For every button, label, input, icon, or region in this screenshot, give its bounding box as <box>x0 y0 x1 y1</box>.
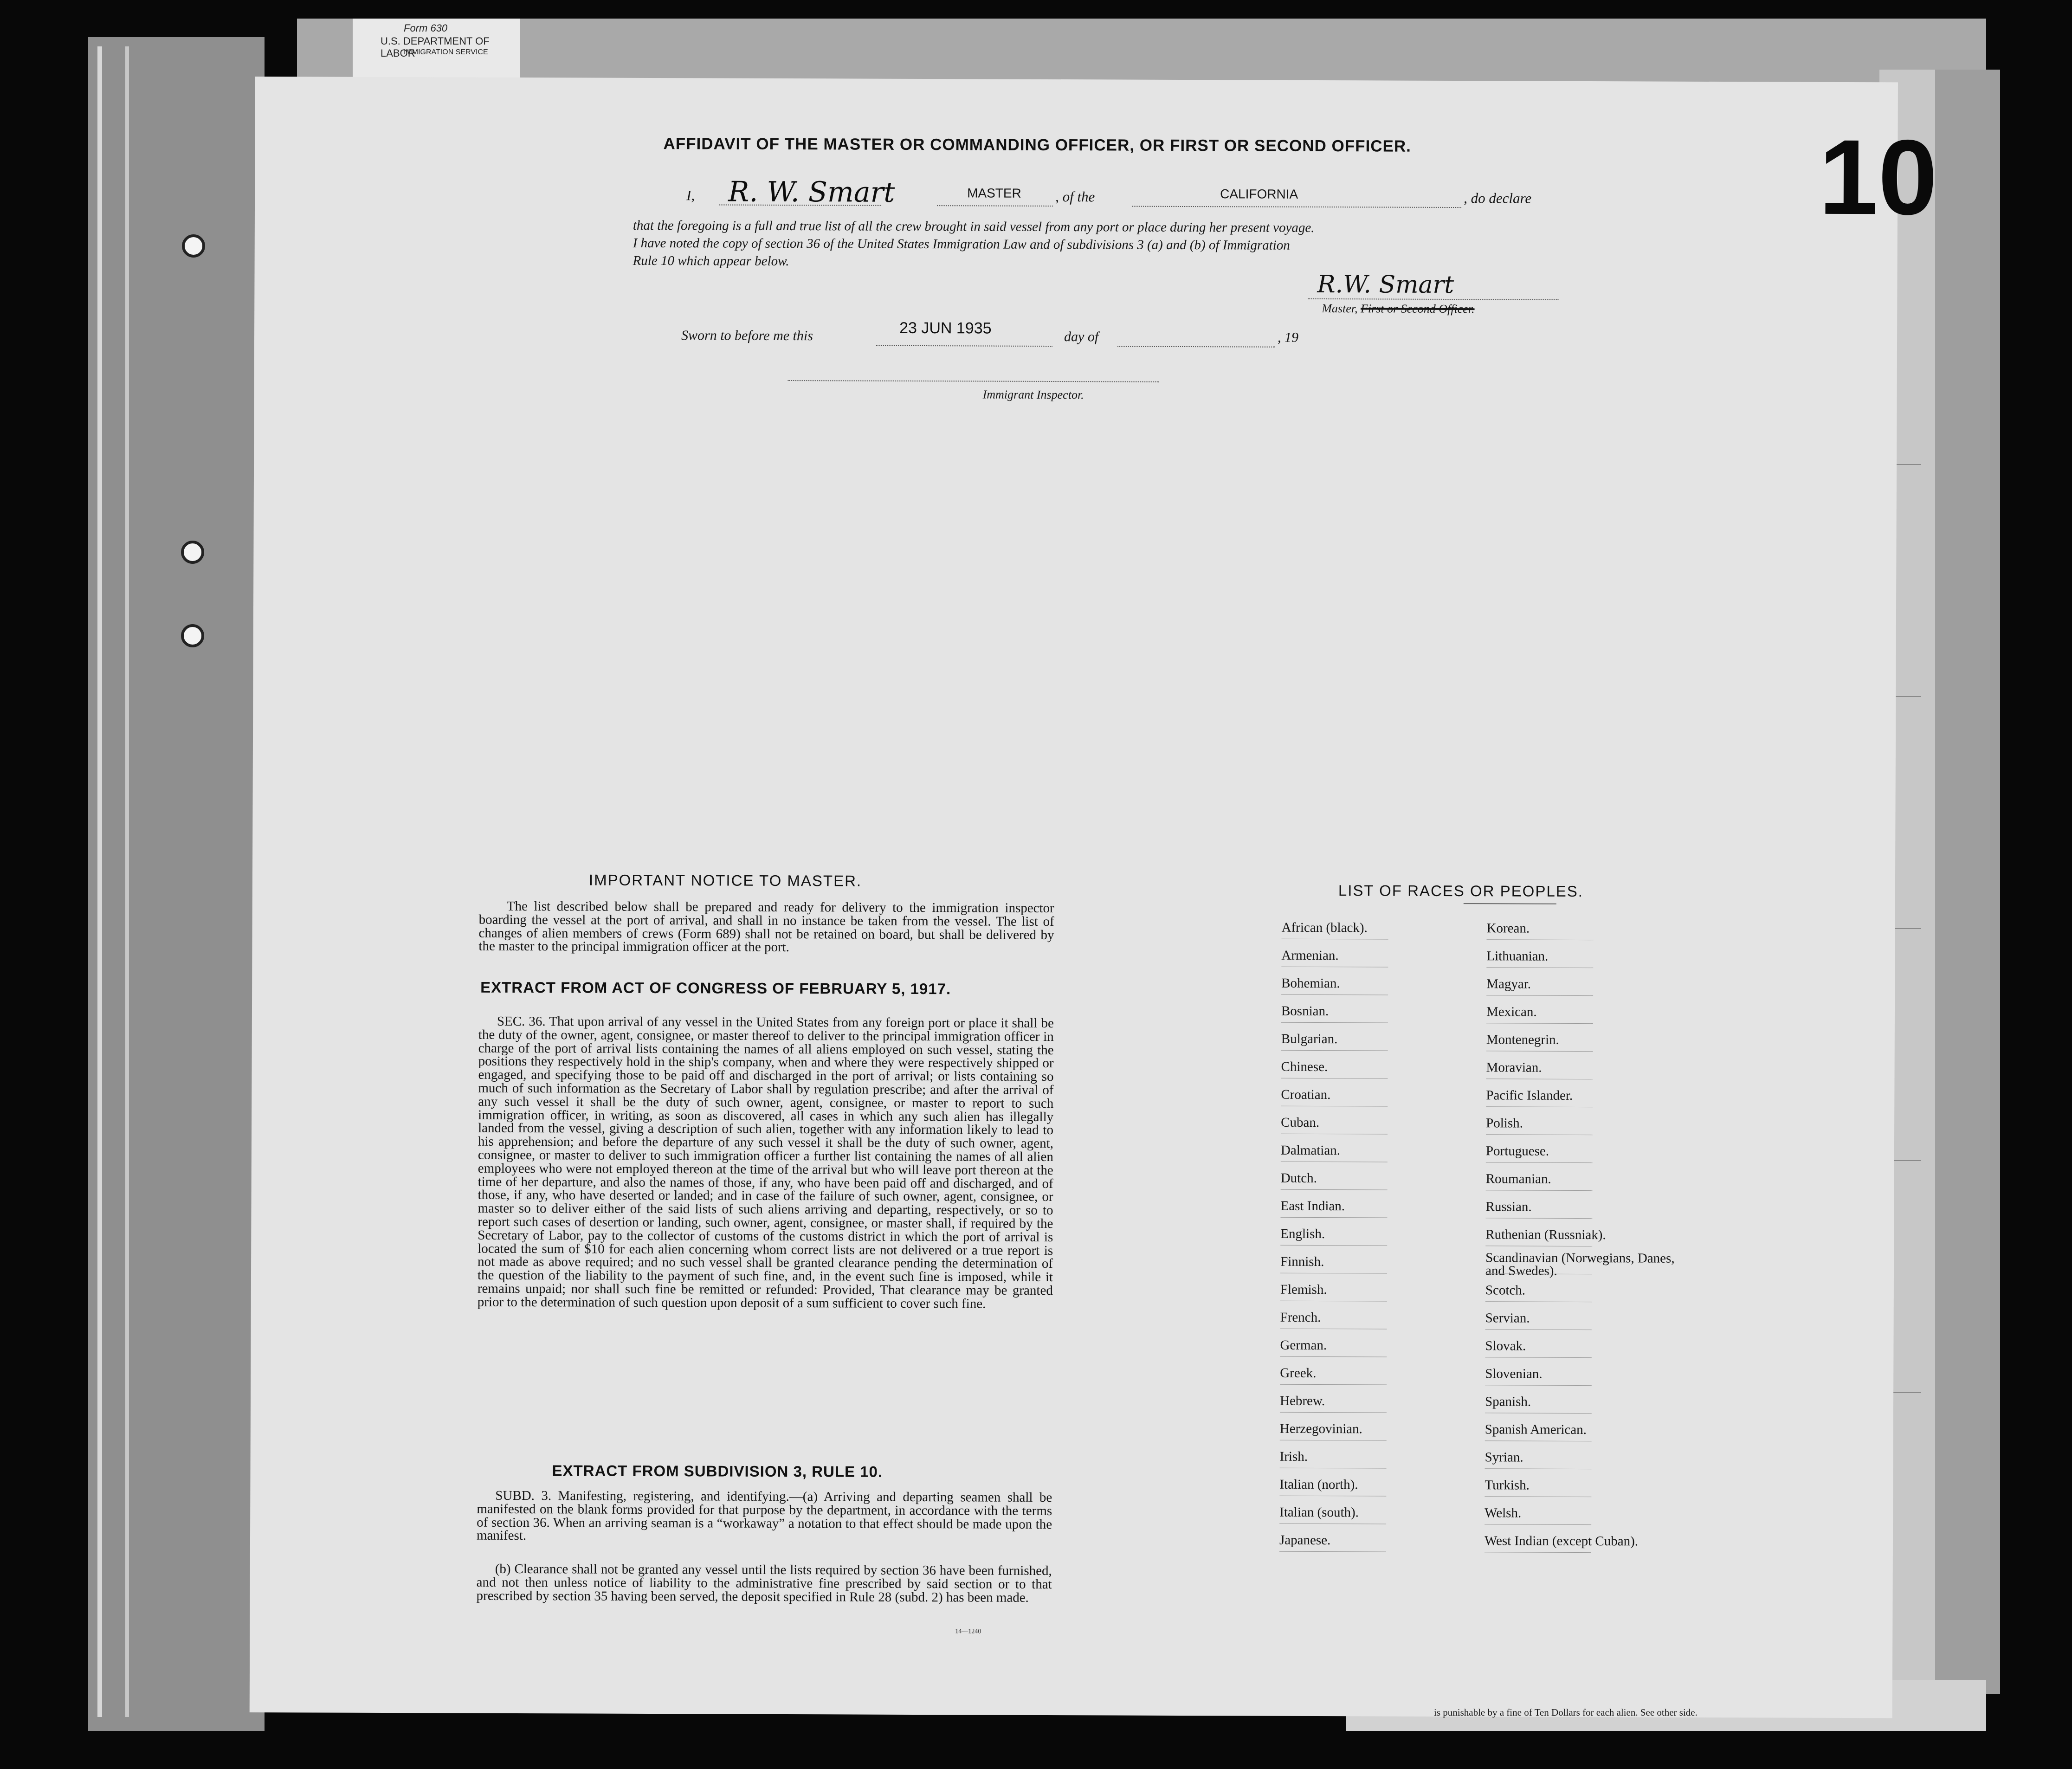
form-department: U.S. DEPARTMENT OF LABOR <box>381 35 490 59</box>
race-item: Roumanian. <box>1485 1171 1551 1187</box>
race-underline <box>1282 939 1388 940</box>
race-item: Dutch. <box>1280 1170 1317 1186</box>
race-item: Herzegovinian. <box>1279 1421 1362 1437</box>
race-item: Servian. <box>1485 1311 1530 1326</box>
affidavit-line1 <box>686 175 1800 216</box>
race-underline <box>1279 1496 1386 1497</box>
race-underline <box>1485 1413 1592 1414</box>
race-underline <box>1280 1245 1387 1246</box>
race-item: Polish. <box>1486 1116 1523 1131</box>
race-item: Dalmatian. <box>1280 1143 1341 1158</box>
race-item: African (black). <box>1281 920 1368 936</box>
race-item: Greek. <box>1280 1365 1317 1381</box>
race-underline <box>1486 967 1593 968</box>
race-item: Portuguese. <box>1485 1143 1549 1159</box>
race-underline <box>1281 1106 1388 1107</box>
race-item: Irish. <box>1279 1449 1308 1464</box>
race-underline <box>1281 1022 1388 1023</box>
race-underline <box>1485 1524 1591 1525</box>
race-underline <box>1485 1357 1592 1358</box>
race-underline <box>1486 1106 1593 1107</box>
race-underline <box>1486 995 1593 996</box>
affidavit-line4: Rule 10 which appear below. <box>633 253 789 269</box>
race-underline <box>1487 939 1594 940</box>
race-item: Italian (north). <box>1279 1477 1358 1492</box>
i-label: I, <box>686 187 695 204</box>
race-item: French. <box>1280 1310 1321 1325</box>
notice-body: The list described below shall be prepared and ready for delivery to the immigration inspector boarding the vessel at the port of arrival, and shall in no instance be taken from the vessel. The list of changes of alien members of crews (Form 689) shall not be retained on board, but shall be delivered by the master to the principal immigration officer at the port. <box>478 898 1054 955</box>
race-item: Finnish. <box>1280 1254 1324 1270</box>
race-underline <box>1486 1190 1593 1191</box>
punch-hole <box>181 541 204 564</box>
race-underline <box>1485 1468 1592 1469</box>
race-underline <box>1486 1134 1593 1135</box>
master-word: Master, <box>1322 302 1358 316</box>
race-item: Slovak. <box>1485 1338 1526 1354</box>
back-sheet-left-edge <box>97 46 102 1717</box>
races-title: LIST OF RACES OR PEOPLES. <box>1338 882 1584 900</box>
race-underline <box>1485 1440 1592 1441</box>
race-item: Bulgarian. <box>1281 1031 1338 1047</box>
race-underline <box>1281 1189 1388 1190</box>
race-item: Korean. <box>1486 921 1530 936</box>
affidavit-line3: I have noted the copy of section 36 of the United States Immigration Law and of subdivisions 3 (a) and (b) of Immigration <box>633 235 1290 253</box>
rule-para2: (b) Clearance shall not be granted any vessel until the lists required by section 36 have been furnished, and not then unless notice of liability to the administrative fine prescribed by said section or to that prescribed by section 35 having been served, the deposit specified in Rule 28 (subd. 2) has been made. <box>476 1561 1052 1605</box>
race-item: German. <box>1280 1337 1327 1353</box>
race-underline <box>1485 1385 1592 1386</box>
signature-line <box>1308 298 1558 300</box>
punch-hole <box>181 624 204 647</box>
race-underline <box>1281 994 1388 995</box>
race-underline <box>1281 1050 1388 1051</box>
race-item: Scotch. <box>1485 1283 1526 1298</box>
race-underline <box>1485 1329 1592 1330</box>
race-item: Scandinavian (Norwegians, Danes, and Swedes). <box>1485 1250 1675 1278</box>
inspector-line <box>788 380 1159 382</box>
rule-title: EXTRACT FROM SUBDIVISION 3, RULE 10. <box>552 1462 883 1480</box>
inspector-label: Immigrant Inspector. <box>982 387 1084 402</box>
race-item: Armenian. <box>1281 948 1339 963</box>
sworn-label: Sworn to before me this <box>681 328 813 344</box>
do-declare: , do declare <box>1464 190 1532 207</box>
race-item: Bosnian. <box>1281 1003 1329 1019</box>
fill-line <box>1117 346 1275 347</box>
act-title: EXTRACT FROM ACT OF CONGRESS OF FEBRUARY 5, 1917. <box>480 978 951 998</box>
race-item: West Indian (except Cuban). <box>1484 1533 1639 1549</box>
race-underline <box>1280 1301 1387 1302</box>
race-item: Syrian. <box>1485 1450 1523 1465</box>
date-stamp: 23 JUN 1935 <box>899 319 992 337</box>
race-item: Lithuanian. <box>1486 949 1549 964</box>
race-item: Welsh. <box>1485 1505 1522 1521</box>
race-item: Italian (south). <box>1279 1504 1359 1520</box>
back-sheet-left <box>88 37 265 1731</box>
race-underline <box>1281 1134 1388 1135</box>
day-of: day of <box>1064 329 1099 345</box>
race-item: Croatian. <box>1281 1087 1331 1103</box>
affidavit-page <box>250 77 1938 1718</box>
footer-note: is punishable by a fine of Ten Dollars for each alien. See other side. <box>1434 1707 1698 1718</box>
race-item: Bohemian. <box>1281 975 1340 991</box>
race-item: Ruthenian (Russniak). <box>1485 1227 1606 1243</box>
printer-code: 14—1240 <box>955 1628 981 1635</box>
race-underline <box>1486 1023 1593 1024</box>
race-item: Mexican. <box>1486 1004 1537 1020</box>
race-item: Spanish. <box>1485 1394 1531 1409</box>
race-underline <box>1279 1551 1386 1552</box>
struck-officer-label: First or Second Officer. <box>1361 302 1475 316</box>
races-rule <box>1464 903 1556 904</box>
race-underline <box>1485 1552 1591 1553</box>
race-item: Slovenian. <box>1485 1366 1543 1382</box>
race-item: Hebrew. <box>1279 1393 1325 1409</box>
affidavit-line2: that the foregoing is a full and true list of all the crew brought in said vessel from any port or place during her present voyage. <box>633 218 1315 235</box>
year-prefix: , 19 <box>1277 329 1299 345</box>
act-body: SEC. 36. That upon arrival of any vessel in the United States from any foreign port or place it shall be the duty of the owner, agent, consignee, or master thereof to deliver to the principal immigration officer in charge of the port of arrival lists containing the names of all aliens employed on such vessel, stating the positions they respectively hold in the ship's company, when and where they were respectively shipped or engaged, and specifying those to be paid off and discharged in the port of arrival; or lists containing so much of such information as the Secretary of Labor shall by regulation prescribe; and after the arrival of any such vessel it shall be the duty of such owner, agent, consignee, or master to report to such immigration officer, in writing, as soon as discovered, all cases in which any such alien has illegally landed from the vessel, giving a description of such alien, together with any information likely to lead to his apprehension; and before the departure of any such vessel it shall be the duty of such owner, agent, consignee, or master to deliver to such immigration officer a further list containing the names of all alien employees who were not employed thereon at the time of the arrival but who will leave port thereon at the time of her departure, and also the names of those, if any, who have been paid off and discharged, and of those, if any, who have deserted or landed; and in case of the failure of such owner, agent, consignee, or master so to deliver either of the said lists of such aliens arriving and departing, respectively, or so to report such cases of desertion or landing, such owner, agent, consignee, or master shall, if required by the Secretary of Labor, pay to the collector of customs of the customs district in which the port of arrival is located the sum of $10 for each alien concerning whom correct lists are not delivered or a true report is not made as above required; and no such vessel shall be granted clearance pending the determination of the question of the liability to the payment of such fine, and, in the event such fine is imposed, while it remains unpaid; nor shall such fine be remitted or refunded: Provided, That clearance may be granted prior to the determination of such question upon deposit of a sum sufficient to cover such fine. <box>477 1014 1054 1311</box>
race-item: Turkish. <box>1485 1478 1530 1493</box>
race-underline <box>1280 1412 1387 1413</box>
race-underline <box>1486 1078 1593 1079</box>
race-item: Montenegrin. <box>1486 1032 1559 1047</box>
race-underline <box>1280 1329 1387 1330</box>
race-underline <box>1486 1162 1593 1163</box>
race-underline <box>1280 1440 1387 1441</box>
master-label <box>1322 302 1474 316</box>
fill-line <box>1132 206 1461 208</box>
of-the: , of the <box>1055 188 1095 205</box>
race-underline <box>1486 1051 1593 1052</box>
form-number: Form 630 <box>404 22 448 34</box>
race-underline <box>1281 967 1388 968</box>
race-item: Flemish. <box>1280 1282 1327 1298</box>
form-service: IMMIGRATION SERVICE <box>404 48 488 56</box>
race-underline <box>1280 1217 1387 1218</box>
rule-para1: SUBD. 3. Manifesting, registering, and identifying.—(a) Arriving and departing seamen shall be manifested on the blank forms provided for that purpose by the department, in accordance with the terms of section 36. When an arriving seaman is a “workaway” a notation to that effect should be made upon the manifest. <box>476 1488 1052 1543</box>
master-signature: R.W. Smart <box>1317 270 1454 299</box>
race-item: Pacific Islander. <box>1486 1088 1573 1103</box>
fill-line <box>937 205 1053 207</box>
notice-title: IMPORTANT NOTICE TO MASTER. <box>588 871 862 890</box>
race-item: Chinese. <box>1281 1059 1328 1075</box>
race-underline <box>1280 1356 1387 1357</box>
vessel-name: CALIFORNIA <box>1220 187 1298 201</box>
race-underline <box>1280 1273 1387 1274</box>
page-number: 10 <box>1818 117 1938 237</box>
race-underline <box>1485 1496 1591 1497</box>
race-item: Magyar. <box>1486 976 1531 992</box>
race-item: Cuban. <box>1281 1115 1320 1130</box>
race-underline <box>1485 1301 1592 1302</box>
race-underline <box>1485 1218 1592 1219</box>
race-underline <box>1281 1078 1388 1079</box>
back-sheet-left-edge-2 <box>125 46 129 1717</box>
race-item: English. <box>1280 1226 1325 1242</box>
affidavit-title: AFFIDAVIT OF THE MASTER OR COMMANDING OFFICER, OR FIRST OR SECOND OFFICER. <box>663 135 1411 155</box>
race-item: Russian. <box>1485 1199 1532 1214</box>
race-underline <box>1280 1384 1387 1385</box>
rank: MASTER <box>967 186 1021 200</box>
race-underline <box>1280 1468 1387 1469</box>
form-tab <box>353 19 520 79</box>
race-item: East Indian. <box>1280 1198 1345 1214</box>
race-item: Spanish American. <box>1485 1422 1587 1438</box>
sworn-line <box>681 319 1517 355</box>
signer-name: R. W. Smart <box>728 175 895 209</box>
race-item: Japanese. <box>1279 1532 1331 1548</box>
punch-hole <box>182 234 205 258</box>
race-item: Moravian. <box>1486 1060 1542 1075</box>
fill-line <box>876 345 1052 347</box>
